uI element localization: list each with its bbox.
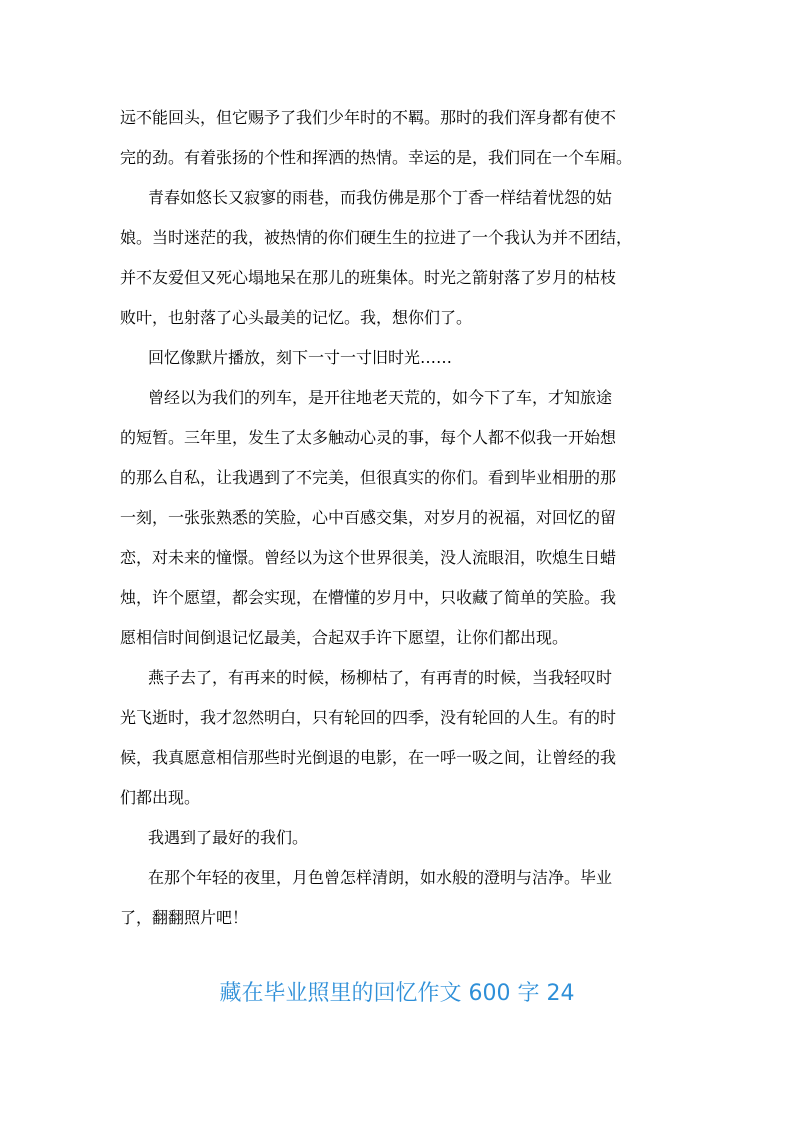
text-line: 一刻，一张张熟悉的笑脸，心中百感交集，对岁月的祝福，对回忆的留: [120, 508, 617, 527]
article-body: [120, 104, 675, 944]
paragraph: [120, 824, 675, 851]
text-line: 完的劲。有着张扬的个性和挥洒的热情。幸运的是，我们同在一个车厢。: [120, 148, 633, 167]
text-line: 了，翻翻照片吧！: [120, 908, 249, 927]
paragraph: [120, 104, 675, 171]
paragraph: [120, 344, 675, 371]
text-line: 烛，许个愿望，都会实现，在懵懂的岁月中，只收藏了简单的笑脸。我: [120, 588, 617, 607]
text-line: 远不能回头，但它赐予了我们少年时的不羁。那时的我们浑身都有使不: [120, 108, 617, 127]
article-title[interactable]: 藏在毕业照里的回忆作文 600 字 24: [219, 981, 575, 1006]
text-line: 曾经以为我们的列车，是开往地老天荒的，如今下了车，才知旅途: [148, 388, 613, 407]
paragraph: [120, 664, 675, 811]
text-line: 青春如悠长又寂寥的雨巷，而我仿佛是那个丁香一样结着忧怨的姑: [148, 188, 613, 207]
paragraph: [120, 384, 675, 651]
text-line: 回忆像默片播放，刻下一寸一寸旧时光……: [148, 348, 453, 367]
text-line: 并不友爱但又死心塌地呆在那儿的班集体。时光之箭射落了岁月的枯枝: [120, 268, 617, 287]
paragraph: [120, 184, 675, 331]
text-line: 恋，对未来的憧憬。曾经以为这个世界很美，没人流眼泪，吹熄生日蜡: [120, 548, 617, 567]
text-line: 候，我真愿意相信那些时光倒退的电影，在一呼一吸之间，让曾经的我: [120, 748, 617, 767]
text-line: 愿相信时间倒退记忆最美，合起双手许下愿望，让你们都出现。: [120, 628, 569, 647]
text-line: 的短暂。三年里，发生了太多触动心灵的事，每个人都不似我一开始想: [120, 428, 617, 447]
paragraph: [120, 864, 675, 931]
text-line: 燕子去了，有再来的时候，杨柳枯了，有再青的时候，当我轻叹时: [148, 668, 613, 687]
text-line: 败叶，也射落了心头最美的记忆。我，想你们了。: [120, 308, 473, 327]
text-line: 在那个年轻的夜里，月色曾怎样清朗，如水般的澄明与洁净。毕业: [148, 868, 613, 887]
text-line: 的那么自私，让我遇到了不完美，但很真实的你们。看到毕业相册的那: [120, 468, 617, 487]
text-line: 光飞逝时，我才忽然明白，只有轮回的四季，没有轮回的人生。有的时: [120, 708, 617, 727]
text-line: 们都出现。: [120, 788, 201, 807]
text-line: 娘。当时迷茫的我，被热情的你们硬生生的拉进了一个我认为并不团结，: [120, 228, 633, 247]
text-line: 我遇到了最好的我们。: [148, 828, 309, 847]
